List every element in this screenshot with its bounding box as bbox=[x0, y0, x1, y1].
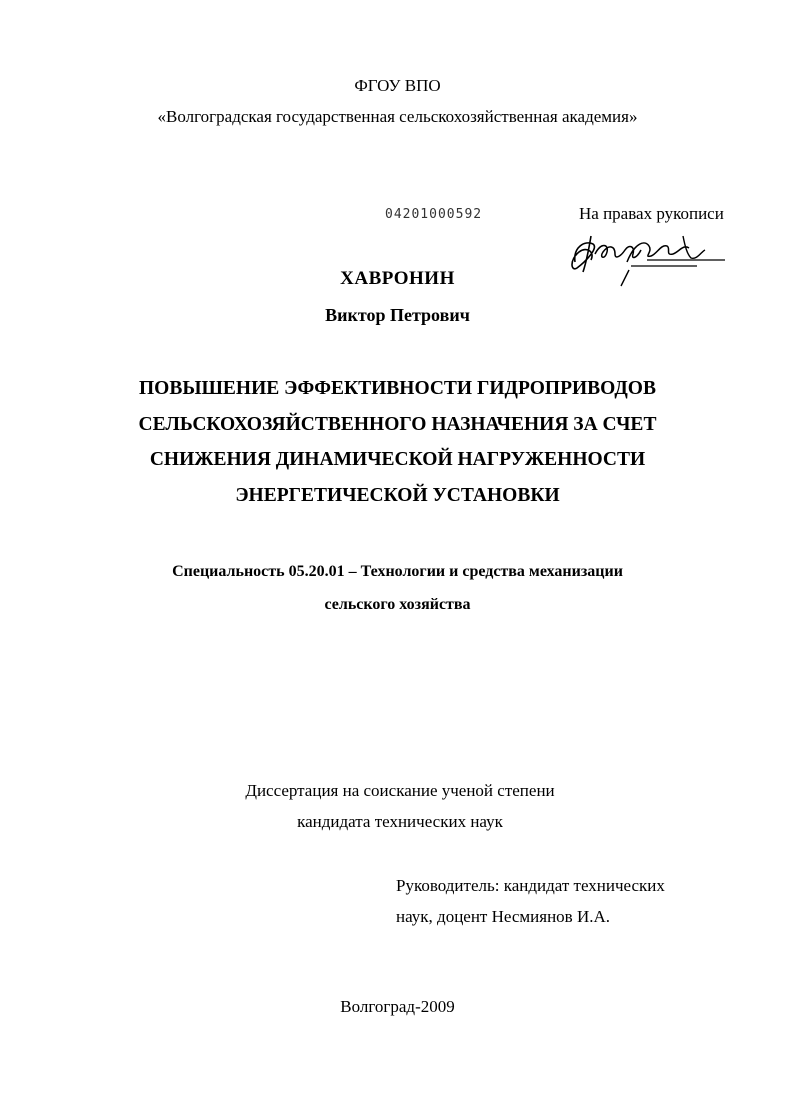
supervisor-line: Руководитель: кандидат технических bbox=[396, 876, 665, 895]
organization-header: ФГОУ ВПО bbox=[354, 76, 441, 95]
title-line: ПОВЫШЕНИЕ ЭФФЕКТИВНОСТИ ГИДРОПРИВОДОВ bbox=[139, 378, 656, 399]
rights-note: На правах рукописи bbox=[579, 204, 724, 223]
dissertation-title bbox=[60, 371, 735, 513]
title-line: ЭНЕРГЕТИЧЕСКОЙ УСТАНОВКИ bbox=[235, 484, 560, 506]
title-line: СЕЛЬСКОХОЗЯЙСТВЕННОГО НАЗНАЧЕНИЯ ЗА СЧЕТ bbox=[138, 413, 657, 435]
city-year: Волгоград-2009 bbox=[340, 997, 455, 1016]
supervisor bbox=[396, 870, 665, 932]
academy-name: «Волгоградская государственная сельскохозяйственная академия» bbox=[157, 107, 638, 126]
author-surname: ХАВРОНИН bbox=[340, 268, 455, 289]
specialty-line: Специальность 05.20.01 – Технологии и средства механизации bbox=[172, 563, 623, 580]
specialty-line: сельского хозяйства bbox=[324, 596, 471, 613]
dissertation-degree bbox=[140, 775, 660, 837]
degree-line: кандидата технических наук bbox=[297, 812, 503, 831]
document-number: 04201000592 bbox=[385, 207, 483, 222]
supervisor-line: наук, доцент Несмиянов И.А. bbox=[396, 907, 611, 926]
author-given-names: Виктор Петрович bbox=[325, 305, 470, 325]
specialty bbox=[40, 555, 755, 621]
title-line: СНИЖЕНИЯ ДИНАМИЧЕСКОЙ НАГРУЖЕННОСТИ bbox=[149, 449, 646, 470]
degree-line: Диссертация на соискание ученой степени bbox=[245, 781, 555, 800]
